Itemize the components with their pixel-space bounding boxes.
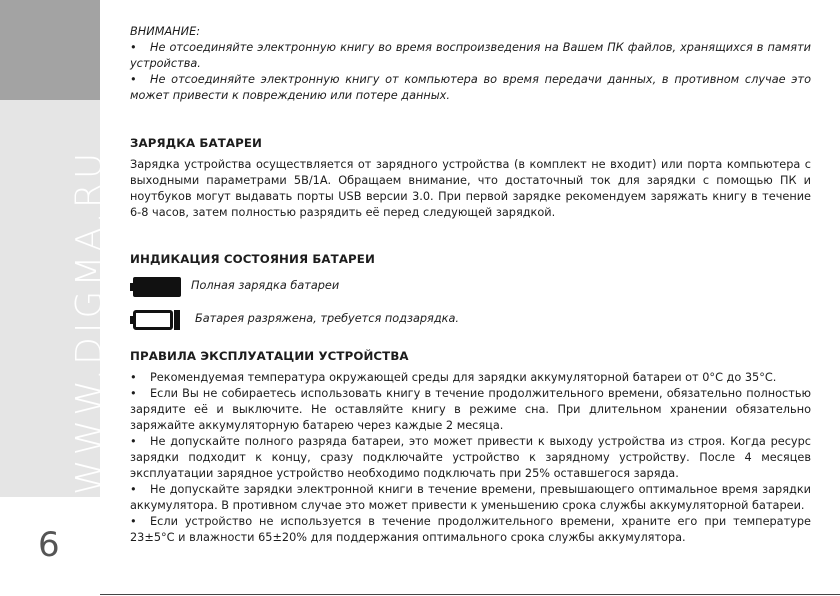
charging-paragraph: Зарядка устройства осуществляется от зарядного устройства (в комплект не входит) или порта компьютера с выходными параметрами 5В/1А. Обращаем внимание, что достаточный ток для зарядки с помощью ПК и ноутбуков могут выдавать порты USB версии 3.0. При первой зарядке рекомендуем заряжать книгу в течение 6-8 часов, затем полностью разрядить её перед следующей зарядкой.: [130, 158, 811, 219]
rules-item-text: Не допускайте зарядки электронной книги в течение времени, превышающего оптимальное время зарядки аккумулятора. В противном случае это может привести к уменьшению срока службы аккумуляторной батареи.: [130, 483, 811, 512]
warning-item-text: Не отсоединяйте электронную книгу от компьютера во время передачи данных, в противном случае это может привести к повреждению или потере данных.: [130, 73, 811, 102]
site-url: WWW.DIGMA.RU: [69, 148, 110, 495]
bullet: •: [130, 387, 137, 400]
bottom-divider: [100, 594, 840, 595]
rules-item-text: Если Вы не собираетесь использовать книгу в течение продолжительного времени, обязательно полностью зарядите её и выключите. Не оставляйте книгу в режиме сна. При длительном хранении обязательно заряжайте аккумуляторную батарею через каждые 2 месяца.: [130, 387, 811, 432]
rules-heading: ПРАВИЛА ЭКСПЛУАТАЦИИ УСТРОЙСТВА: [130, 349, 409, 363]
rules-item-text: Если устройство не используется в течение продолжительного времени, храните его при температуре 23±5°С и влажности 65±20% для поддержания оптимального срока службы аккумулятора.: [130, 515, 811, 544]
bullet: •: [130, 371, 137, 384]
battery-empty-row: [130, 306, 811, 330]
bullet: •: [130, 483, 137, 496]
charging-heading: ЗАРЯДКА БАТАРЕИ: [130, 136, 263, 150]
battery-full-caption: Полная зарядка батареи: [191, 279, 340, 292]
page-number: 6: [38, 525, 60, 565]
bullet: •: [130, 73, 137, 86]
bullet: •: [130, 515, 137, 528]
rules-list-item: [130, 482, 811, 514]
sidebar-top-block: [0, 0, 100, 100]
bullet: •: [130, 41, 137, 54]
battery-full-row: [130, 273, 811, 297]
sidebar: [0, 0, 110, 596]
warning-title: ВНИМАНИЕ:: [130, 25, 201, 38]
rules-list-item: [130, 386, 811, 434]
rules-list-item: [130, 370, 811, 386]
rules-list-item: [130, 434, 811, 482]
rules-item-text: Рекомендуемая температура окружающей среды для зарядки аккумуляторной батареи от 0°С до 35°С.: [150, 371, 777, 384]
battery-empty-caption: Батарея разряжена, требуется подзарядка.: [195, 312, 460, 325]
warning-item: [130, 72, 811, 104]
indication-heading: ИНДИКАЦИЯ СОСТОЯНИЯ БАТАРЕИ: [130, 252, 375, 266]
battery-empty-icon: [130, 309, 182, 331]
page-content: [130, 24, 811, 546]
warning-item-text: Не отсоединяйте электронную книгу во время воспроизведения на Вашем ПК файлов, хранящихся в памяти устройства.: [130, 41, 811, 70]
warning-item: [130, 40, 811, 72]
rules-list-item: [130, 514, 811, 546]
battery-full-icon: [130, 276, 182, 298]
bullet: •: [130, 435, 137, 448]
rules-item-text: Не допускайте полного разряда батареи, это может привести к выходу устройства из строя. Когда ресурс зарядки подходит к концу, сразу подключайте устройство к зарядному устройству. После 4 месяцев эксплуатации зарядное устройство необходимо подключать при 25% оставшегося заряда.: [130, 435, 811, 480]
